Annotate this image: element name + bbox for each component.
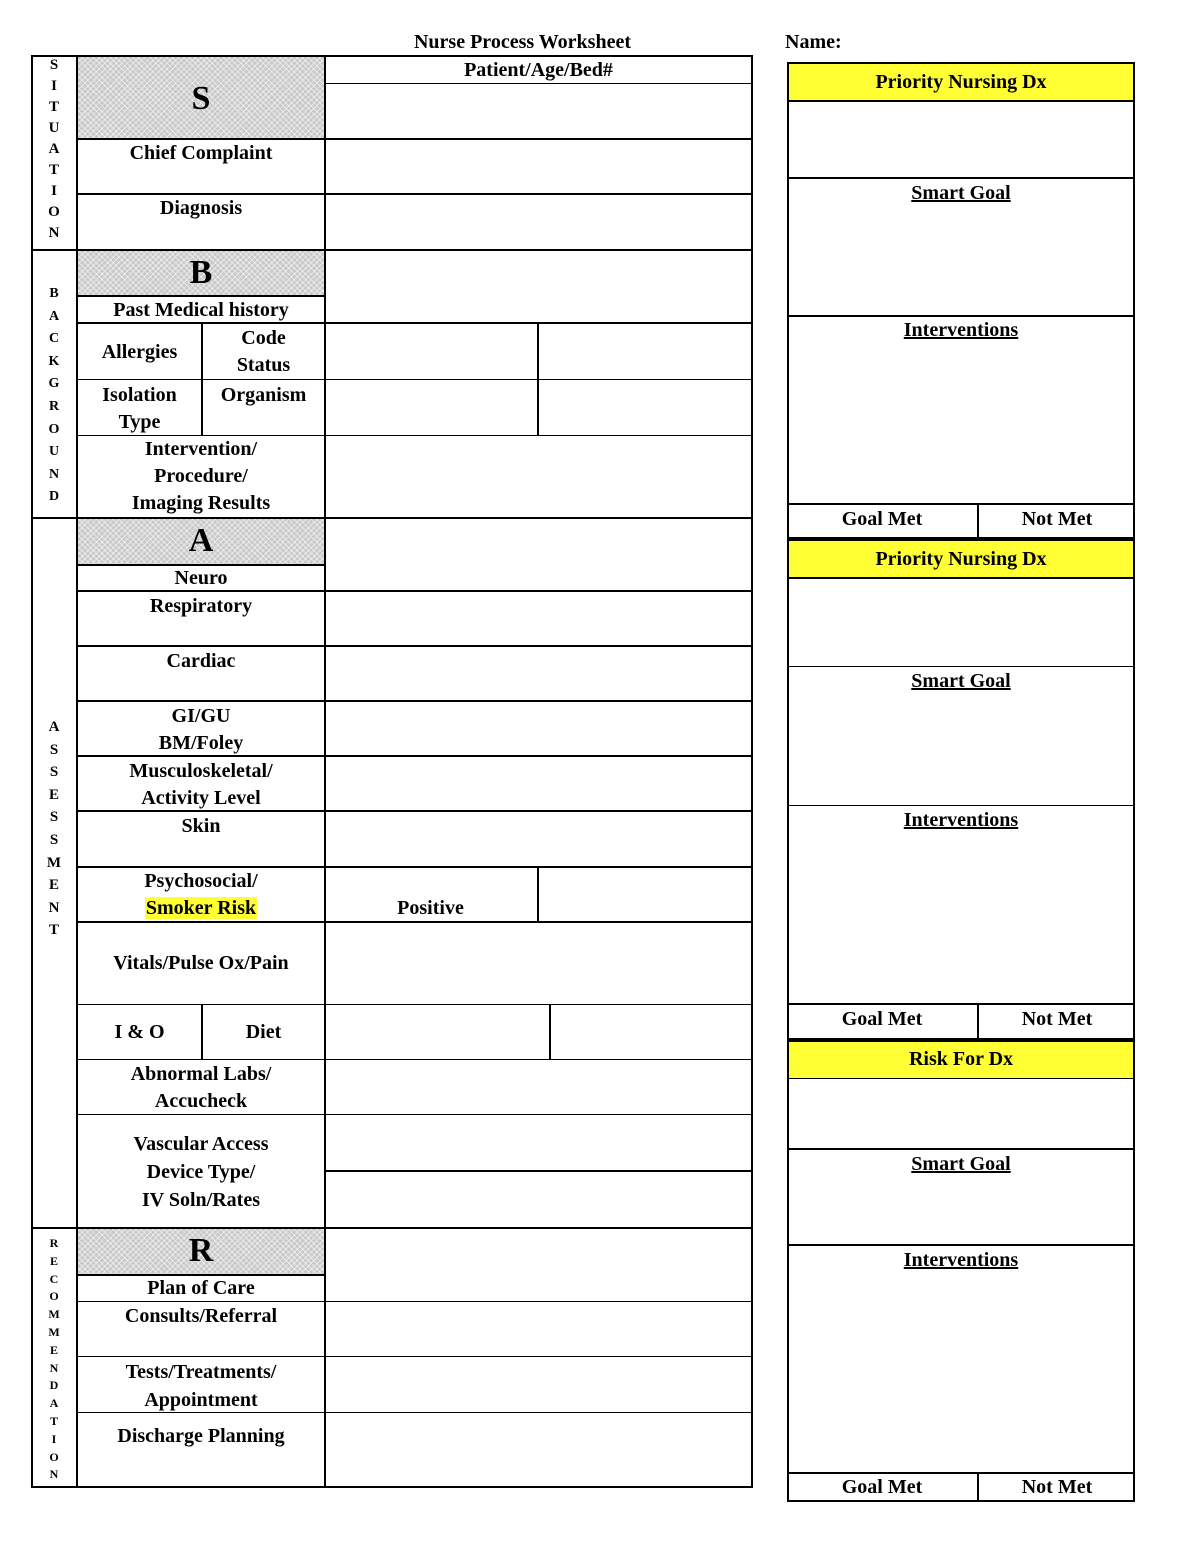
care-plan-panel-1: [787, 62, 1135, 539]
care-plan-3-goal-met: Goal Met: [841, 1476, 923, 1498]
care-plan-1-goal-met: Goal Met: [841, 508, 923, 530]
background-side-label: B A C K G R O U N D: [48, 286, 60, 505]
recommendation-side-label: R E C O M M E N D A T I O N: [48, 1236, 60, 1482]
musculoskeletal-label: Musculoskeletal/ Activity Level: [129, 760, 273, 809]
page-title: Nurse Process Worksheet: [413, 31, 631, 53]
care-plan-panel-2: [787, 539, 1135, 1040]
care-plan-2-dx-header: Priority Nursing Dx: [787, 539, 1135, 579]
situation-letter: S: [191, 80, 211, 117]
care-plan-1-dx-header: Priority Nursing Dx: [787, 62, 1135, 102]
psychosocial-label: Psychosocial/ Smoker Risk: [144, 870, 258, 919]
care-plan-1-not-met: Not Met: [1021, 508, 1093, 530]
diet-label: Diet: [245, 1021, 282, 1043]
code-status-label: Code Status: [236, 327, 291, 376]
care-plan-2-not-met: Not Met: [1021, 1008, 1093, 1030]
positive-label: Positive: [397, 897, 464, 919]
care-plan-2-smart-goal: Smart Goal: [911, 670, 1011, 692]
gigu-label: GI/GU BM/Foley: [158, 705, 244, 754]
care-plan-2-goal-met: Goal Met: [841, 1008, 923, 1030]
care-plan-3-smart-goal: Smart Goal: [911, 1153, 1011, 1175]
discharge-planning-label: Discharge Planning: [117, 1425, 285, 1447]
care-plan-3-dx-header: Risk For Dx: [787, 1040, 1135, 1079]
care-plan-2-interventions: Interventions: [903, 809, 1019, 831]
recommendation-letter: R: [188, 1232, 214, 1269]
smoker-risk-highlight: Smoker Risk: [145, 897, 257, 919]
name-label: Name:: [785, 31, 842, 53]
organism-label: Organism: [220, 384, 307, 406]
cardiac-label: Cardiac: [166, 650, 236, 672]
situation-side-label: S I T U A T I O N: [48, 57, 60, 241]
isolation-type-label: Isolation Type: [102, 384, 177, 433]
past-medical-history-label: Past Medical history: [113, 299, 289, 321]
abnormal-labs-label: Abnormal Labs/ Accucheck: [130, 1063, 272, 1112]
chief-complaint-label: Chief Complaint: [129, 142, 273, 164]
diagnosis-label: Diagnosis: [159, 197, 243, 219]
neuro-label: Neuro: [174, 567, 228, 589]
care-plan-1-interventions: Interventions: [903, 319, 1019, 341]
care-plan-1-smart-goal: Smart Goal: [911, 182, 1011, 204]
allergies-label: Allergies: [101, 341, 178, 363]
io-label: I & O: [114, 1021, 165, 1043]
care-plan-3-not-met: Not Met: [1021, 1476, 1093, 1498]
assessment-side-label: A S S E S S M E N T: [46, 719, 62, 939]
plan-of-care-label: Plan of Care: [147, 1277, 255, 1299]
tests-treatments-label: Tests/Treatments/ Appointment: [125, 1361, 277, 1411]
background-letter: B: [189, 254, 213, 291]
vascular-access-label: Vascular Access Device Type/ IV Soln/Rates: [133, 1133, 269, 1211]
patient-header: Patient/Age/Bed#: [464, 59, 613, 81]
consults-referral-label: Consults/Referral: [124, 1305, 278, 1327]
care-plan-3-interventions: Interventions: [903, 1249, 1019, 1271]
vitals-label: Vitals/Pulse Ox/Pain: [113, 952, 289, 974]
skin-label: Skin: [181, 815, 221, 837]
intervention-label: Intervention/ Procedure/ Imaging Results: [131, 438, 271, 514]
assessment-letter: A: [188, 522, 214, 559]
respiratory-label: Respiratory: [149, 595, 253, 617]
